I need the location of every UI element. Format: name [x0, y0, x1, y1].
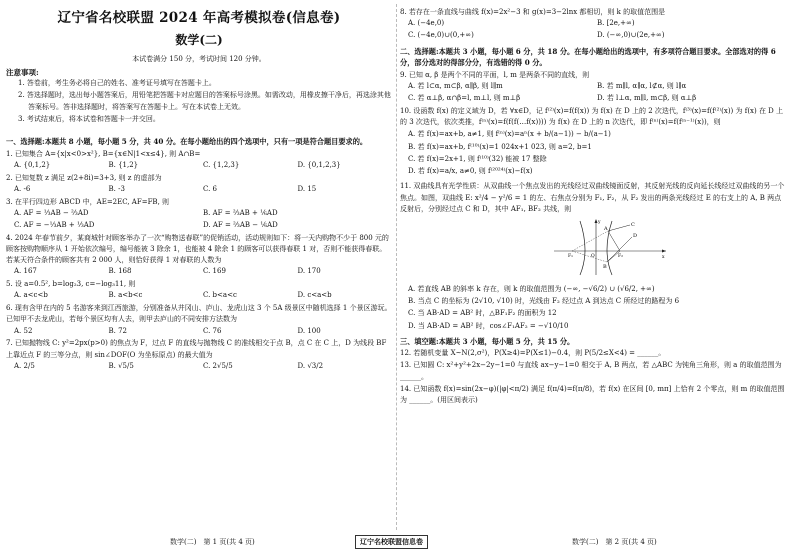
option: B. 72 [108, 326, 128, 335]
option: D. 若 l⊥α, m∥l, m⊂β, 则 α⊥β [597, 94, 697, 103]
option: A. 167 [14, 267, 37, 276]
option: C. AF = −⅓AB + ⅓AD [14, 220, 95, 229]
question-stem: 3. 在平行四边形 ABCD 中，AE=2EC, AF=FB, 则 [6, 197, 170, 206]
section-heading: 一、选择题:本题共 8 小题，每小题 5 分，共 40 分。在每小题给出的四个选项中，只有一项是符合题目要求的。 [6, 137, 368, 147]
section-heading: 三、填空题:本题共 3 小题，每小题 5 分，共 15 分。 [400, 336, 575, 346]
option: B. 168 [108, 267, 132, 276]
option: A. 若 l⊂α, m⊂β, α∥β, 则 l∥m [408, 82, 503, 91]
question-stem: 10. 设函数 f(x) 的定义域为 D，若 ∀x∈D，记 f⁽²⁾(x)=f(f(x)) 为 f(x) 在 D 上的 2 次迭代，f⁽³⁾(x)=f(f⁽²⁾(x)) 为 f(x) 在 D 上的 3 次迭代，依次类推，f⁽ⁿ⁾(x)=f(f(f(…f(x)))) 为 f(x) 在 D 上的 n 次迭代，即 f⁽ⁿ⁾(x)=f(f⁽ⁿ⁻¹⁾(x))，则 [400, 106, 784, 127]
notice-item: 2. 答选择题时，选出每小题答案后，用铅笔把答题卡对应题目的答案标号涂黑。如需改动，用橡皮擦干净后，再选涂其他答案标号。答非选择题时，将答案写在答题卡上。写在本试卷上无效。 [18, 91, 391, 112]
option: A. (−4e,0) [408, 19, 445, 28]
footer-page-left: 数学(二) 第 1 页(共 4 页) [170, 538, 255, 546]
notice-item: 1. 答卷前，考生务必将自己的姓名、准考证号填写在答题卡上。 [18, 79, 216, 88]
exam-meta: 本试卷满分 150 分，考试时间 120 分钟。 [132, 55, 266, 63]
option: D. (−∞,0)∪(2e,+∞) [597, 31, 665, 40]
option: D. c<a<b [297, 291, 332, 300]
option: A. -6 [14, 184, 31, 193]
hyperbola-figure [550, 217, 670, 277]
footer-page-right: 数学(二) 第 2 页(共 4 页) [572, 538, 657, 546]
question-stem: 11. 双曲线具有光学性质：从双曲线一个焦点发出的光线经过双曲线镜面反射，其反射光线的反向延长线经过双曲线的另一个焦点。如图，双曲线 E: x²/4 − y²/6 = 1 的左、右焦点分别为 F₁, F₂，从 F₂ 发出的两条光线经过 E 的右支上的 A, B 两点反射后，分别经过点 C 和 D，其中 AF₁, BF₂ 共线，则 [400, 182, 785, 213]
option: B. 若 m∥l, α∥α, l⊄α, 则 l∥α [597, 82, 687, 91]
page-title: 辽宁省名校联盟 2024 年高考模拟卷(信息卷) [57, 10, 341, 26]
figure-label: O [591, 253, 595, 259]
option: A. 若 f(x)=ax+b, a≠1, 则 f⁽ⁿ⁾(x)=aⁿ(x + b/(a−1)) − b/(a−1) [408, 130, 611, 139]
option: A. {0,1,2} [14, 160, 51, 169]
option: B. 当点 C 的坐标为 (2√10, √10) 时，光线由 F₂ 经过点 A 到达点 C 所经过的路程为 6 [408, 297, 680, 305]
option: B. a<b<c [108, 291, 143, 300]
option: A. 若直线 AB 的斜率 k 存在，则 k 的取值范围为 (−∞, −√6/2) ∪ (√6/2, +∞) [408, 284, 655, 293]
question-stem: 12. 若随机变量 X~N(2,σ²)，P(X≥4)=P(X≤1)−0.4，则 P(5/2≤X<4) = ______。 [400, 349, 666, 358]
option: D. {0,1,2,3} [297, 160, 341, 169]
question-options [6, 220, 392, 232]
figure-label: D [633, 232, 638, 239]
figure-label: x [662, 254, 665, 260]
figure-label: A [604, 225, 608, 232]
option: D. 15 [297, 184, 317, 193]
notice-heading: 注意事项: [6, 67, 39, 77]
notice-item: 3. 考试结束后，将本试卷和答题卡一并交回。 [18, 115, 160, 124]
option: A. 2/5 [14, 361, 35, 370]
question-stem: 13. 已知圆 C: x²+y²+2x−2y−1=0 与直线 ax−y−1=0 相交于 A, B 两点，若 △ABC 为钝角三角形，则 a 的取值范围为 ______。 [400, 361, 782, 381]
subject-title: 数学(二) [175, 33, 223, 47]
option: C. 当 AB·AD = AB² 时，△BF₁F₂ 的面积为 12 [408, 309, 557, 318]
option: C. 2√5/5 [203, 361, 233, 370]
section-heading: 二、选择题:本题共 3 小题，每小题 6 分，共 18 分。在每小题给出的选项中，有多项符合题目要求。全部选对的得 6 分，部分选对的得部分分，有选错的得 0 分。 [400, 46, 776, 68]
option: C. b<a<c [203, 291, 237, 300]
figure-label: F₂ [618, 253, 623, 259]
question-stem: 1. 已知集合 A={x|x<0>x²}, B={x∈N|1<x≤4}, 则 A∩B= [6, 149, 201, 158]
option: C. 76 [203, 326, 222, 335]
option: D. √3/2 [297, 361, 324, 370]
footer-brand: 辽宁名校联盟信息卷 [355, 535, 428, 549]
figure-label: B [603, 263, 607, 270]
option: C. 169 [203, 267, 226, 276]
left-column [6, 6, 392, 534]
question-stem: 2. 已知复数 z 满足 z(2+8i)=3+3, 则 z 的虚部为 [6, 173, 162, 182]
question-stem: 4. 2024 年春节前夕，某商城针对顾客举办了一次“购物送春联”的促销活动，活动规则如下：将一天内购物不少于 800 元的顾客按购物顺序从 1 开始依次编号，编号能被 3 除余 1，也能被 4 除余 1 的顾客可以获得春联 1 对，否则不能获得春联。若某天符合条件的顾客共有 2 000 人，则恰好获得 1 对春联的人数为 [6, 233, 389, 265]
option: C. {1,2,3} [203, 160, 240, 169]
question-stem: 7. 已知抛物线 C: y²=2px(p>0) 的焦点为 F，过点 F 的直线与抛物线 C 的准线相交于点 B，点 C 在 C 上，D 为线段 BF 上靠近点 F 的三等分点，则 sin∠DOF(O 为坐标原点) 的最大值为 [6, 339, 387, 359]
option: D. 100 [297, 326, 321, 335]
question-options [6, 160, 392, 172]
question-options [6, 266, 392, 278]
option: B. -3 [108, 184, 125, 193]
question-options [6, 326, 392, 338]
question-stem: 6. 现有含甲在内的 5 名游客来到江西旅游，分别准备从井冈山、庐山、龙虎山这 3 个 5A 级景区中随机选择 1 个景区游玩。已知甲不去龙虎山，若每个景区均有人去，则甲去庐山的不同安排方法数为 [6, 304, 392, 324]
right-column [400, 6, 786, 534]
option: B. {1,2} [108, 160, 139, 169]
question-options [6, 361, 392, 373]
question-options [6, 184, 392, 196]
option: D. 若 f(x)=a/x, a≠0, 则 f⁽²⁰²⁴⁾(x)−f(x) [408, 167, 533, 176]
figure-label: C [631, 221, 635, 228]
option: C. 6 [203, 184, 218, 193]
question-stem: 5. 设 a=0.5², b=log₂3, c=−log₃11, 则 [6, 280, 136, 289]
question-stem: 9. 已知 α, β 是两个不同的平面，l, m 是两条不同的直线，则 [400, 71, 590, 79]
option: A. 52 [14, 326, 33, 335]
page-divider [396, 4, 397, 530]
figure-label: y [598, 219, 601, 225]
option: D. 当 AB·AD = AB² 时，cos∠F₁AF₂ = −√10/10 [408, 321, 569, 330]
option: B. AF = ⅔AB + ⅙AD [203, 208, 278, 217]
option: A. AF = ⅓AB − ⅔AD [14, 208, 89, 217]
option: D. 170 [297, 267, 321, 276]
question-options [400, 30, 786, 42]
question-options [6, 290, 392, 302]
option: C. (−4e,0)∪(0,+∞) [408, 31, 474, 40]
figure-label: F₁ [568, 253, 573, 259]
question-stem: 14. 已知函数 f(x)=sin(2x−φ)(|φ|<π/2) 满足 f(π/4)=f(π/8)，若 f(x) 在区间 [0, mπ] 上恰有 2 个零点，则 m 的取值范围为 ______。(用区间表示) [400, 384, 785, 405]
question-options [400, 18, 786, 30]
option: A. a<c<b [14, 291, 48, 300]
option: D. AF = ⅔AB − ⅙AD [203, 220, 278, 229]
question-stem: 8. 若存在一条直线与曲线 f(x)=2x²−3 和 g(x)=3−2lnx 都相切，则 k 的取值范围是 [400, 8, 666, 16]
question-options [400, 93, 786, 105]
option: C. 若 α⊥β, α∩β=l, m⊥l, 则 m⊥β [408, 94, 521, 103]
option: C. 若 f(x)=2x+1, 则 f⁽¹⁰⁾(32) 能被 17 整除 [408, 154, 547, 163]
option: B. √5/5 [108, 361, 134, 370]
question-options [6, 208, 392, 220]
question-options [400, 81, 786, 93]
option: B. 若 f(x)=ax+b, f⁽¹⁰⁾(x)=1 024x+1 023, 则 a=2, b=1 [408, 142, 592, 151]
option: B. [2e,+∞) [597, 19, 635, 28]
